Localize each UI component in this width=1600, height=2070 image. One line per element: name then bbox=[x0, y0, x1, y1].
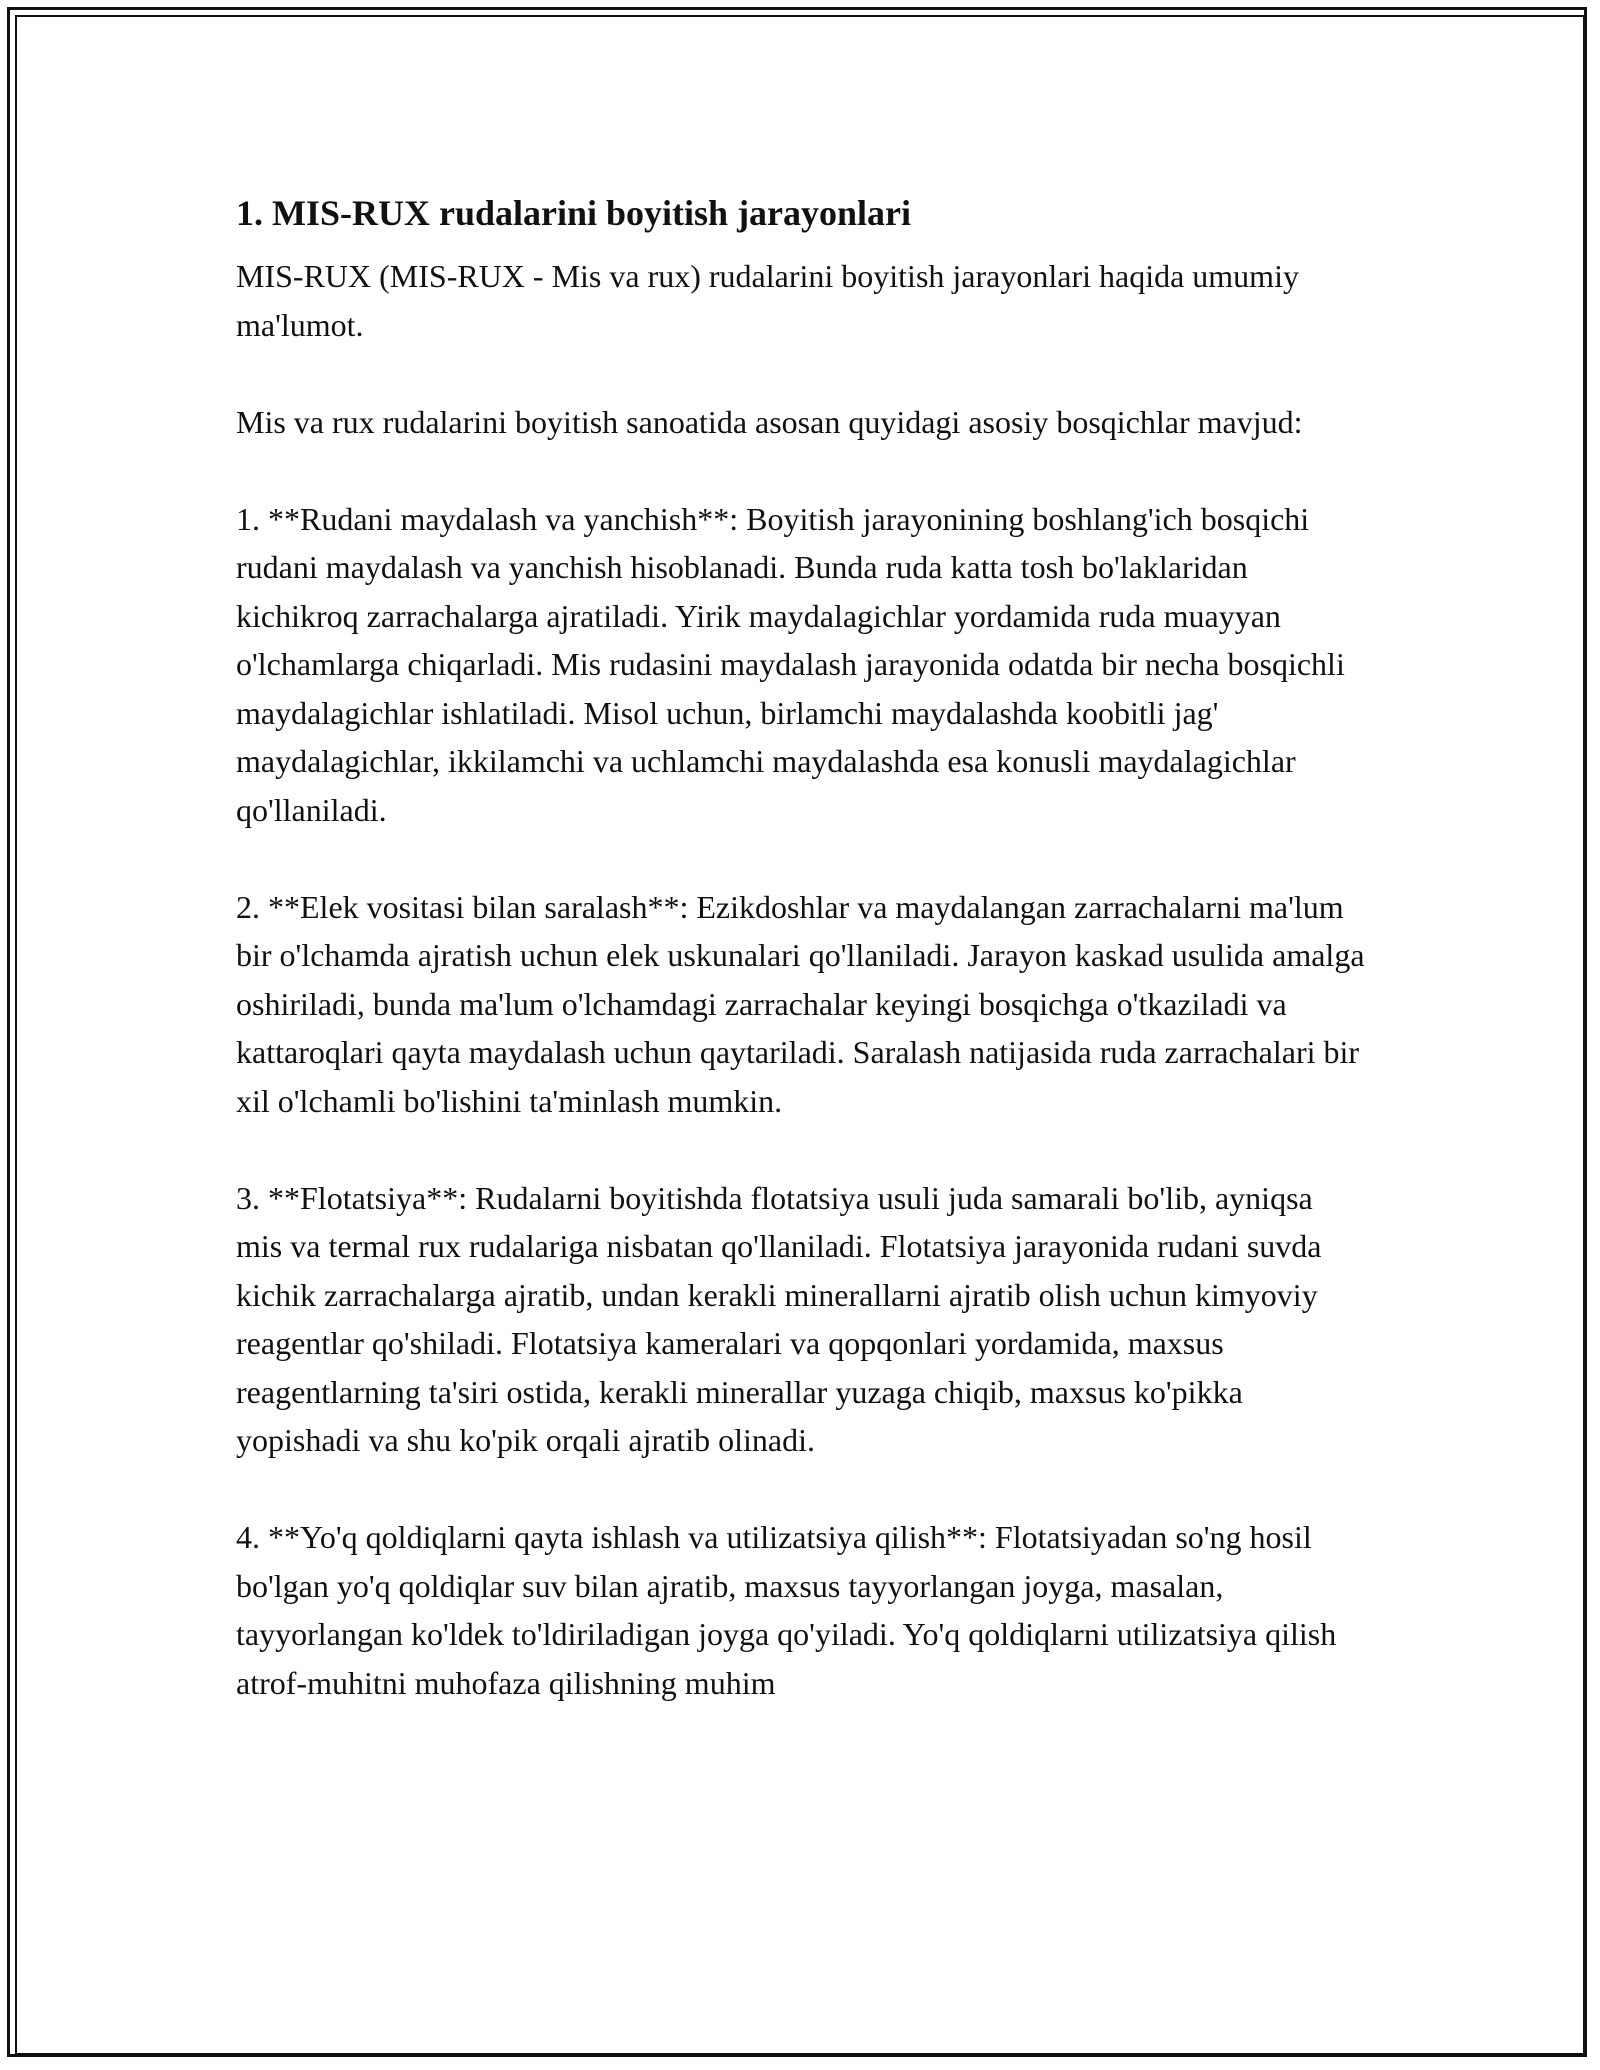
document-title: 1. MIS-RUX rudalarini boyitish jarayonlari bbox=[236, 193, 912, 233]
document-body bbox=[236, 186, 1366, 1707]
stage-2-paragraph: 2. **Elek vositasi bilan saralash**: Ezikdoshlar va maydalangan zarrachalarni ma'lum bir o'lchamda ajratish uchun elek uskunalari qo'llaniladi. Jarayon kaskad usulida amalga oshiriladi, bunda ma'lum o'lchamdagi zarrachalar keyingi bosqichga o'tkaziladi va kattaroqlari qayta maydalash uchun qaytariladi. Saralash natijasida ruda zarrachalari bir xil o'lchamli bo'lishini ta'minlash mumkin. bbox=[236, 888, 1365, 1119]
intro-paragraph: MIS-RUX (MIS-RUX - Mis va rux) rudalarini boyitish jarayonlari haqida umumiy ma'lumot. bbox=[236, 258, 1299, 343]
stage-3-paragraph: 3. **Flotatsiya**: Rudalarni boyitishda flotatsiya usuli juda samarali bo'lib, ayniqsa mis va termal rux rudalariga nisbatan qo'llaniladi. Flotatsiya jarayonida rudani suvda kichik zarrachalarga ajratib, undan kerakli minerallarni ajratib olish uchun kimyoviy reagentlar qo'shiladi. Flotatsiya kameralari va qopqonlari yordamida, maxsus reagentlarning ta'siri ostida, kerakli minerallar yuzaga chiqib, maxsus ko'pikka yopishadi va shu ko'pik orqali ajratib olinadi. bbox=[236, 1179, 1322, 1458]
stage-1-paragraph: 1. **Rudani maydalash va yanchish**: Boyitish jarayonining boshlang'ich bosqichi rudani maydalash va yanchish hisoblanadi. Bunda ruda katta tosh bo'laklaridan kichikroq zarrachalarga ajratiladi. Yirik maydalagichlar yordamida ruda muayyan o'lchamlarga chiqarladi. Mis rudasini maydalash jarayonida odatda bir necha bosqichli maydalagichlar ishlatiladi. Misol uchun, birlamchi maydalashda koobitli jag' maydalagichlar, ikkilamchi va uchlamchi maydalashda esa konusli maydalagichlar qo'llaniladi. bbox=[236, 500, 1345, 828]
stages-intro-paragraph: Mis va rux rudalarini boyitish sanoatida asosan quyidagi asosiy bosqichlar mavjud: bbox=[236, 403, 1303, 440]
stage-4-paragraph: 4. **Yo'q qoldiqlarni qayta ishlash va utilizatsiya qilish**: Flotatsiyadan so'ng hosil bo'lgan yo'q qoldiqlar suv bilan ajratib, maxsus tayyorlangan joyga, masalan, tayyorlangan ko'ldek to'ldiriladigan joyga qo'yiladi. Yo'q qoldiqlarni utilizatsiya qilish atrof-muhitni muhofaza qilishning muhim bbox=[236, 1519, 1337, 1701]
